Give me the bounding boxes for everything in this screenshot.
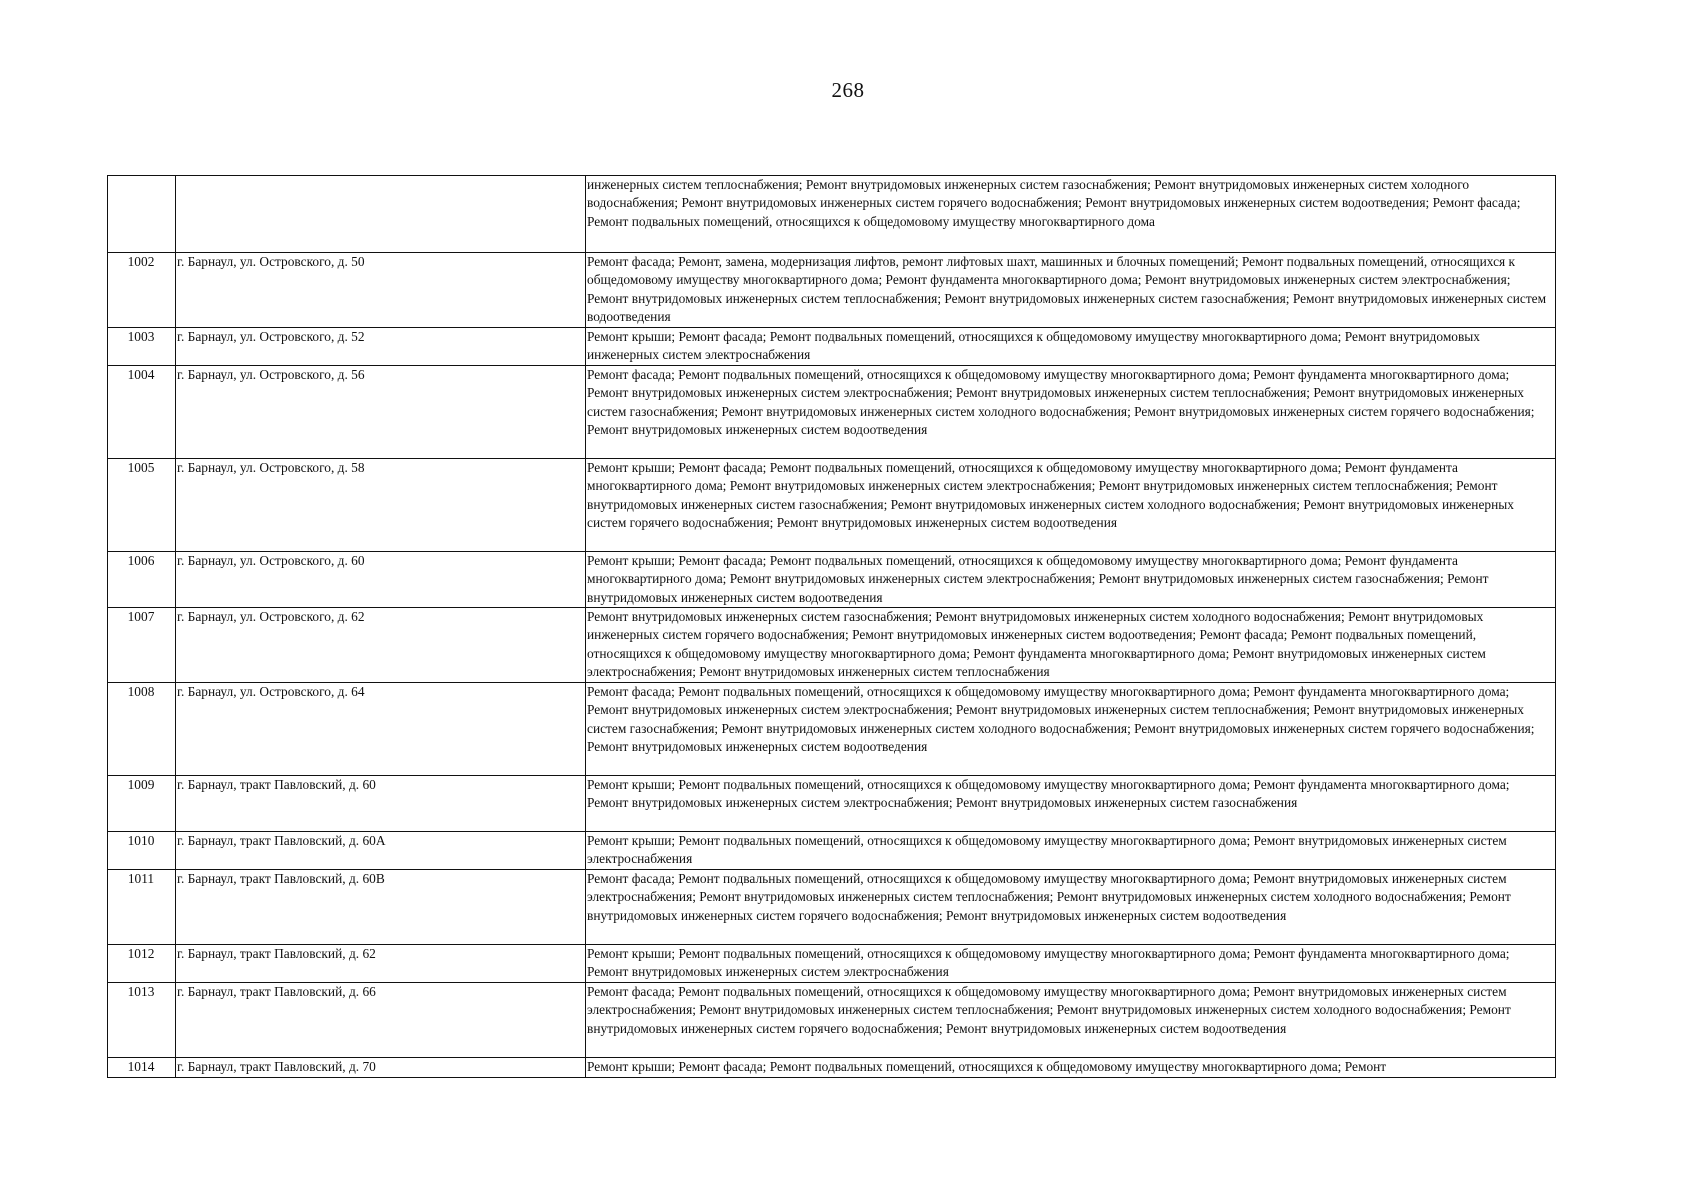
row-address: г. Барнаул, тракт Павловский, д. 60 xyxy=(176,776,586,832)
row-works: инженерных систем теплоснабжения; Ремонт внутридомовых инженерных систем газоснабжения; Ремонт внутридомовых инженерных систем холодного водоснабжения; Ремонт внутридомовых инженерных систем горячего водоснабжения; Ремонт внутридомовых инженерных систем водоотведения; Ремонт фасада; Ремонт подвальных помещений, относящихся к общедомовому имуществу многоквартирного дома xyxy=(586,176,1556,253)
row-number xyxy=(108,176,176,253)
row-number: 1009 xyxy=(108,776,176,832)
row-works: Ремонт фасада; Ремонт, замена, модернизация лифтов, ремонт лифтовых шахт, машинных и блочных помещений; Ремонт подвальных помещений, относящихся к общедомовому имуществу многоквартирного дома; Ремонт фундамента многоквартирного дома; Ремонт внутридомовых инженерных систем электроснабжения; Ремонт внутридомовых инженерных систем теплоснабжения; Ремонт внутридомовых инженерных систем газоснабжения; Ремонт внутридомовых инженерных систем водоотведения xyxy=(586,253,1556,328)
row-address: г. Барнаул, ул. Островского, д. 56 xyxy=(176,366,586,459)
table-row xyxy=(108,983,1556,1058)
row-address: г. Барнаул, ул. Островского, д. 58 xyxy=(176,459,586,552)
row-works: Ремонт фасада; Ремонт подвальных помещений, относящихся к общедомовому имуществу многоквартирного дома; Ремонт фундамента многоквартирного дома; Ремонт внутридомовых инженерных систем электроснабжения; Ремонт внутридомовых инженерных систем теплоснабжения; Ремонт внутридомовых инженерных систем газоснабжения; Ремонт внутридомовых инженерных систем холодного водоснабжения; Ремонт внутридомовых инженерных систем горячего водоснабжения; Ремонт внутридомовых инженерных систем водоотведения xyxy=(586,366,1556,459)
row-number: 1007 xyxy=(108,608,176,683)
table-row xyxy=(108,1058,1556,1078)
row-address: г. Барнаул, тракт Павловский, д. 62 xyxy=(176,945,586,983)
row-address: г. Барнаул, ул. Островского, д. 62 xyxy=(176,608,586,683)
repair-registry-table xyxy=(107,175,1556,1078)
table-row xyxy=(108,683,1556,776)
table-row xyxy=(108,870,1556,945)
row-number: 1005 xyxy=(108,459,176,552)
table-row xyxy=(108,608,1556,683)
row-number: 1011 xyxy=(108,870,176,945)
table-row xyxy=(108,459,1556,552)
row-address: г. Барнаул, ул. Островского, д. 60 xyxy=(176,552,586,608)
row-address: г. Барнаул, тракт Павловский, д. 60А xyxy=(176,832,586,870)
row-address xyxy=(176,176,586,253)
row-address: г. Барнаул, тракт Павловский, д. 70 xyxy=(176,1058,586,1078)
table-row xyxy=(108,945,1556,983)
row-number: 1013 xyxy=(108,983,176,1058)
row-number: 1008 xyxy=(108,683,176,776)
row-works: Ремонт крыши; Ремонт подвальных помещений, относящихся к общедомовому имуществу многоквартирного дома; Ремонт внутридомовых инженерных систем электроснабжения xyxy=(586,832,1556,870)
table-row xyxy=(108,552,1556,608)
table-row xyxy=(108,253,1556,328)
row-works: Ремонт фасада; Ремонт подвальных помещений, относящихся к общедомовому имуществу многоквартирного дома; Ремонт внутридомовых инженерных систем электроснабжения; Ремонт внутридомовых инженерных систем теплоснабжения; Ремонт внутридомовых инженерных систем холодного водоснабжения; Ремонт внутридомовых инженерных систем горячего водоснабжения; Ремонт внутридомовых инженерных систем водоотведения xyxy=(586,870,1556,945)
row-works: Ремонт крыши; Ремонт фасада; Ремонт подвальных помещений, относящихся к общедомовому имуществу многоквартирного дома; Ремонт фундамента многоквартирного дома; Ремонт внутридомовых инженерных систем электроснабжения; Ремонт внутридомовых инженерных систем газоснабжения; Ремонт внутридомовых инженерных систем водоотведения xyxy=(586,552,1556,608)
row-number: 1012 xyxy=(108,945,176,983)
row-number: 1002 xyxy=(108,253,176,328)
row-works: Ремонт крыши; Ремонт подвальных помещений, относящихся к общедомовому имуществу многоквартирного дома; Ремонт фундамента многоквартирного дома; Ремонт внутридомовых инженерных систем электроснабжения; Ремонт внутридомовых инженерных систем газоснабжения xyxy=(586,776,1556,832)
row-address: г. Барнаул, ул. Островского, д. 64 xyxy=(176,683,586,776)
table-row xyxy=(108,832,1556,870)
table-row xyxy=(108,776,1556,832)
row-works: Ремонт крыши; Ремонт подвальных помещений, относящихся к общедомовому имуществу многоквартирного дома; Ремонт фундамента многоквартирного дома; Ремонт внутридомовых инженерных систем электроснабжения xyxy=(586,945,1556,983)
row-address: г. Барнаул, тракт Павловский, д. 66 xyxy=(176,983,586,1058)
row-number: 1006 xyxy=(108,552,176,608)
row-works: Ремонт фасада; Ремонт подвальных помещений, относящихся к общедомовому имуществу многоквартирного дома; Ремонт фундамента многоквартирного дома; Ремонт внутридомовых инженерных систем электроснабжения; Ремонт внутридомовых инженерных систем теплоснабжения; Ремонт внутридомовых инженерных систем газоснабжения; Ремонт внутридомовых инженерных систем холодного водоснабжения; Ремонт внутридомовых инженерных систем горячего водоснабжения; Ремонт внутридомовых инженерных систем водоотведения xyxy=(586,683,1556,776)
row-address: г. Барнаул, ул. Островского, д. 52 xyxy=(176,328,586,366)
table-row xyxy=(108,328,1556,366)
row-address: г. Барнаул, тракт Павловский, д. 60В xyxy=(176,870,586,945)
row-works: Ремонт внутридомовых инженерных систем газоснабжения; Ремонт внутридомовых инженерных систем холодного водоснабжения; Ремонт внутридомовых инженерных систем горячего водоснабжения; Ремонт внутридомовых инженерных систем водоотведения; Ремонт фасада; Ремонт подвальных помещений, относящихся к общедомовому имуществу многоквартирного дома; Ремонт фундамента многоквартирного дома; Ремонт внутридомовых инженерных систем электроснабжения; Ремонт внутридомовых инженерных систем теплоснабжения xyxy=(586,608,1556,683)
row-works: Ремонт крыши; Ремонт фасада; Ремонт подвальных помещений, относящихся к общедомовому имуществу многоквартирного дома; Ремонт фундамента многоквартирного дома; Ремонт внутридомовых инженерных систем электроснабжения; Ремонт внутридомовых инженерных систем теплоснабжения; Ремонт внутридомовых инженерных систем газоснабжения; Ремонт внутридомовых инженерных систем холодного водоснабжения; Ремонт внутридомовых инженерных систем горячего водоснабжения; Ремонт внутридомовых инженерных систем водоотведения xyxy=(586,459,1556,552)
row-number: 1004 xyxy=(108,366,176,459)
page-number: 268 xyxy=(831,78,865,102)
row-number: 1010 xyxy=(108,832,176,870)
row-number: 1014 xyxy=(108,1058,176,1078)
row-address: г. Барнаул, ул. Островского, д. 50 xyxy=(176,253,586,328)
table-row xyxy=(108,366,1556,459)
row-works: Ремонт фасада; Ремонт подвальных помещений, относящихся к общедомовому имуществу многоквартирного дома; Ремонт внутридомовых инженерных систем электроснабжения; Ремонт внутридомовых инженерных систем теплоснабжения; Ремонт внутридомовых инженерных систем холодного водоснабжения; Ремонт внутридомовых инженерных систем горячего водоснабжения; Ремонт внутридомовых инженерных систем водоотведения xyxy=(586,983,1556,1058)
row-works: Ремонт крыши; Ремонт фасада; Ремонт подвальных помещений, относящихся к общедомовому имуществу многоквартирного дома; Ремонт xyxy=(586,1058,1556,1078)
row-works: Ремонт крыши; Ремонт фасада; Ремонт подвальных помещений, относящихся к общедомовому имуществу многоквартирного дома; Ремонт внутридомовых инженерных систем электроснабжения xyxy=(586,328,1556,366)
table-row xyxy=(108,176,1556,253)
row-number: 1003 xyxy=(108,328,176,366)
